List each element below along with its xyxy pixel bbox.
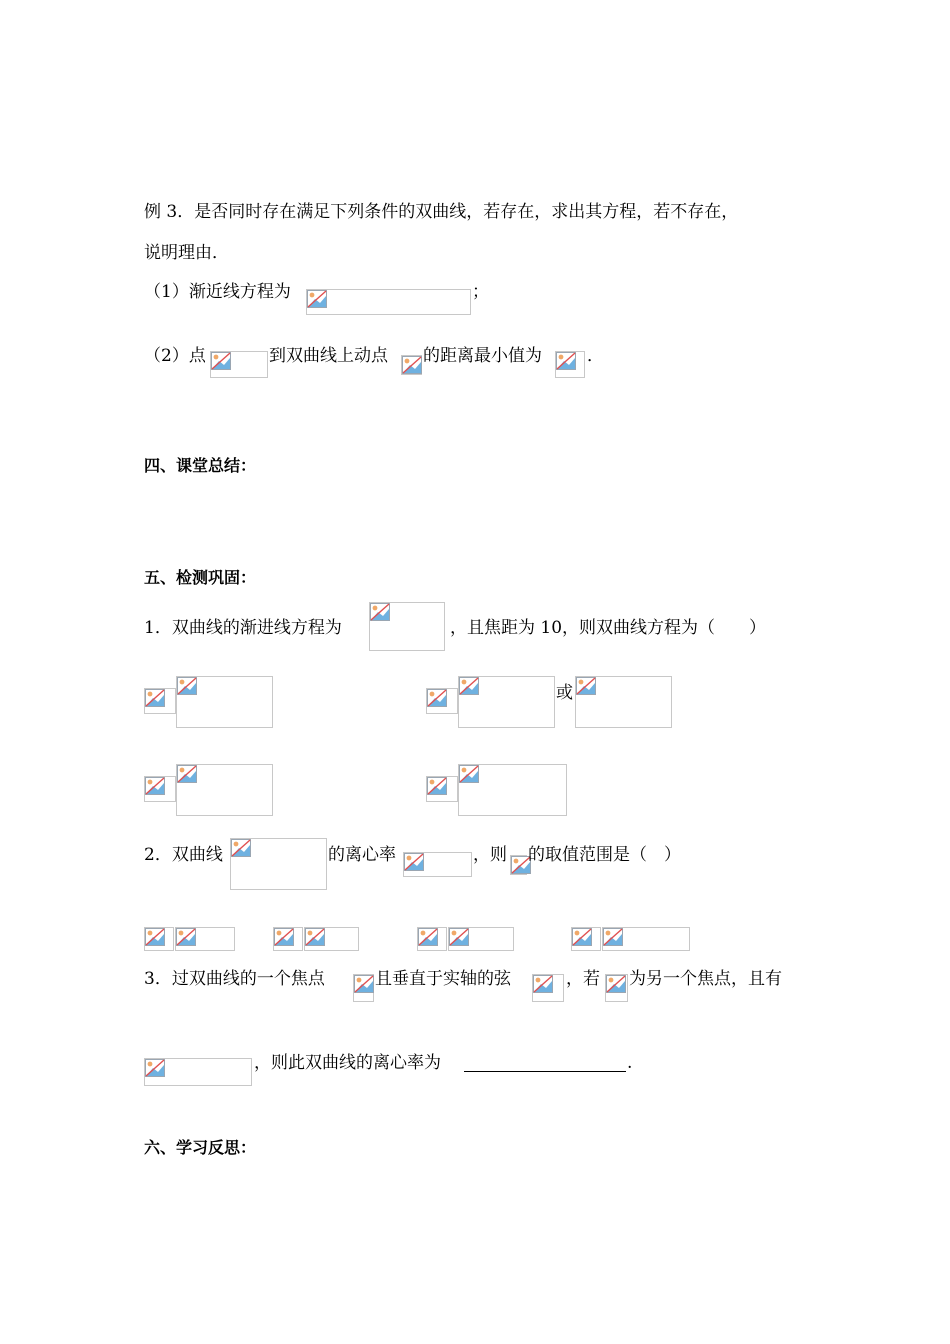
broken-image-icon: [572, 928, 592, 946]
q2-b: 的离心率: [328, 845, 396, 865]
option-a-image: [176, 676, 273, 728]
broken-image-icon: [449, 928, 469, 946]
broken-image-icon: [427, 777, 447, 795]
broken-image-icon: [211, 352, 231, 370]
formula-image: [353, 974, 374, 1002]
option-d-image: [458, 764, 567, 816]
condition2-b: 到双曲线上动点: [269, 346, 388, 366]
formula-image: [510, 855, 527, 875]
broken-image-icon: [402, 356, 422, 374]
option-b2-image: [575, 676, 672, 728]
broken-image-icon: [404, 853, 424, 871]
broken-image-icon: [177, 677, 197, 695]
broken-image-icon: [533, 975, 553, 993]
formula-image: [401, 355, 422, 375]
broken-image-icon: [556, 352, 576, 370]
option-a-image: [175, 927, 235, 951]
broken-image-icon: [231, 839, 251, 857]
broken-image-icon: [176, 928, 196, 946]
broken-image-icon: [145, 1059, 165, 1077]
broken-image-icon: [274, 928, 294, 946]
broken-image-icon: [354, 975, 374, 993]
formula-image: [605, 974, 628, 1002]
broken-image-icon: [307, 290, 327, 308]
condition1-suffix: ；: [472, 282, 489, 302]
option-b-image: [304, 927, 359, 951]
broken-image-icon: [418, 928, 438, 946]
broken-image-icon: [576, 677, 596, 695]
q3-a: 3．过双曲线的一个焦点: [144, 969, 325, 989]
broken-image-icon: [305, 928, 325, 946]
broken-image-icon: [606, 975, 626, 993]
broken-image-icon: [459, 765, 479, 783]
section5-heading: 五、检测巩固：: [144, 568, 257, 587]
q1-b: ，且焦距为 10，则双曲线方程为（ ）: [450, 618, 767, 638]
option-a-label-image: [144, 927, 174, 951]
q3-e: ，则此双曲线的离心率为: [254, 1053, 441, 1073]
broken-image-icon: [177, 765, 197, 783]
q2-a: 2．双曲线: [144, 845, 223, 865]
q3-f: .: [627, 1053, 633, 1073]
broken-image-icon: [145, 928, 165, 946]
q3-c: ，若: [566, 969, 600, 989]
condition2-c: 的距离最小值为: [423, 346, 542, 366]
q1-a: 1．双曲线的渐进线方程为: [144, 618, 342, 638]
option-d-label-image: [571, 927, 601, 951]
option-d-image: [602, 927, 690, 951]
broken-image-icon: [145, 689, 165, 707]
option-b-image: [458, 676, 555, 728]
option-c-label-image: [144, 776, 176, 802]
formula-image: [144, 1058, 252, 1086]
option-d-label-image: [426, 776, 458, 802]
section6-heading: 六、学习反思：: [144, 1138, 257, 1157]
condition2-a: （2）点: [144, 346, 206, 366]
broken-image-icon: [145, 777, 165, 795]
q1-or: 或: [556, 683, 573, 703]
formula-image: [369, 602, 445, 651]
broken-image-icon: [370, 603, 390, 621]
q3-d: 为另一个焦点，且有: [629, 969, 782, 989]
option-c-image: [448, 927, 514, 951]
option-b-label-image: [426, 688, 458, 714]
formula-image: [306, 289, 471, 315]
broken-image-icon: [603, 928, 623, 946]
broken-image-icon: [427, 689, 447, 707]
option-b-label-image: [273, 927, 303, 951]
example3-line1: 例 3．是否同时存在满足下列条件的双曲线，若存在，求出其方程，若不存在，: [144, 202, 739, 222]
broken-image-icon: [459, 677, 479, 695]
formula-image: [403, 852, 472, 877]
formula-image: [230, 838, 327, 890]
condition1-prefix: （1）渐近线方程为: [144, 282, 291, 302]
q2-d: 的取值范围是（ ）: [528, 845, 681, 865]
q2-c: ，则: [473, 845, 507, 865]
option-c-image: [176, 764, 273, 816]
option-c-label-image: [417, 927, 447, 951]
q3-b: 且垂直于实轴的弦: [375, 969, 511, 989]
section4-heading: 四、课堂总结：: [144, 456, 257, 475]
formula-image: [532, 974, 564, 1002]
option-a-label-image: [144, 688, 176, 714]
condition2-d: ．: [587, 346, 604, 366]
example3-line2: 说明理由．: [144, 243, 229, 263]
formula-image: [555, 351, 585, 378]
formula-image: [210, 351, 268, 378]
answer-blank[interactable]: [464, 1071, 626, 1072]
